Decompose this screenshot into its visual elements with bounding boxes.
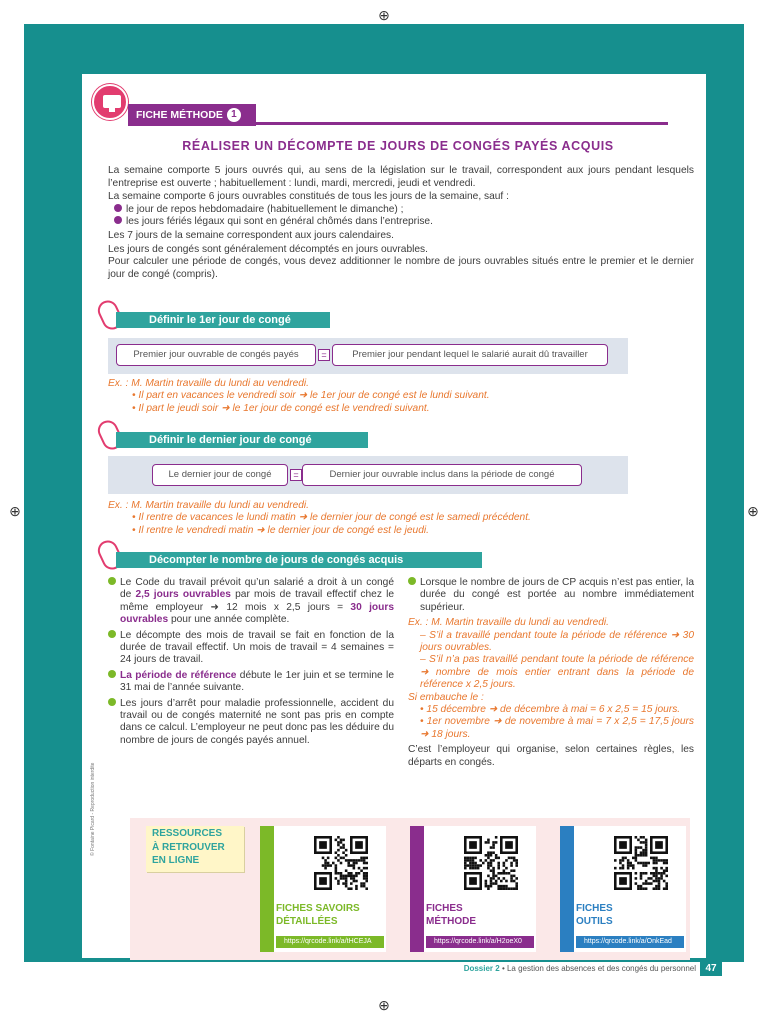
section-title-count: Décompter le nombre de jours de congés acquis	[116, 552, 482, 568]
intro-paragraph: Les jours de congés sont généralement décomptés en jours ouvrables.	[108, 243, 428, 255]
card-title: FICHES MÉTHODE	[426, 903, 476, 927]
fiche-methode-label: FICHE MÉTHODE 1	[128, 104, 256, 126]
resource-card-savoirs[interactable]	[260, 826, 386, 952]
qr-code-icon	[314, 836, 368, 890]
qr-code-icon	[614, 836, 668, 890]
header-divider	[256, 122, 668, 125]
formula-right: Dernier jour ouvrable inclus dans la période de congé	[302, 464, 582, 486]
bullet-icon	[108, 698, 116, 706]
bullet-icon	[108, 577, 116, 585]
intro-paragraph: Les 7 jours de la semaine correspondent aux jours calendaires.	[108, 229, 394, 241]
card-accent	[260, 826, 274, 952]
intro-paragraph: La semaine comporte 6 jours ouvrables constitués de tous les jours de la semaine, sauf :	[108, 191, 509, 203]
count-example: Ex. : M. Martin travaille du lundi au vendredi. – S’il a travaillé pendant toute la période de référence ➜ 30 jours ouvrables. – S’il n’a pas travaillé pendant toute la période de référence ➜ nombre de mois entier entrant dans la période de référence x 2,5 jours. Si embauche le : • 15 décembre ➜ de décembre à mai = 6 x 2,5 = 15 jours. • 1er novembre ➜ de novembre à mai = 7 x 2,5 = 17,5 jours ➜ 18 jours.	[408, 617, 694, 740]
bullet-icon	[408, 577, 416, 585]
section-title-first-day: Définir le 1er jour de congé	[116, 312, 330, 328]
card-link[interactable]: https://qrcode.link/a/OnkEad	[576, 936, 684, 948]
count-left-column	[108, 577, 394, 750]
count-right-column	[408, 577, 694, 772]
card-link[interactable]: https://qrcode.link/a/tHCEJA	[276, 936, 384, 948]
intro-paragraph: Pour calculer une période de congés, vous devez additionner le nombre de jours ouvrables situés entre le premier et le dernier jour de congé (compris).	[108, 256, 694, 280]
page-number: 47	[700, 962, 722, 976]
crop-mark-icon: ⊕	[378, 7, 390, 23]
count-paragraph: Les jours d’arrêt pour maladie professionnelle, accident du travail ou de congés maternité ne sont pas pris en compte dans ce calcul. L’employeur ne peut donc pas les déduire du nombre de jours de congés payés annuel.	[108, 698, 394, 748]
crop-mark-icon: ⊕	[378, 997, 390, 1013]
copyright-notice: © Fontaine Picard - Reproduction interdite	[90, 762, 96, 856]
card-accent	[560, 826, 574, 952]
example-first-day: Ex. : M. Martin travaille du lundi au vendredi. • Il part en vacances le vendredi soir ➜ le 1er jour de congé est le lundi suivant. • Il part le jeudi soir ➜ le 1er jour de congé est le vendredi suivant.	[108, 378, 490, 414]
formula-left: Premier jour ouvrable de congés payés	[116, 344, 316, 366]
crop-mark-icon: ⊕	[9, 503, 21, 519]
section-title-last-day: Définir le dernier jour de congé	[116, 432, 368, 448]
card-link[interactable]: https://qrcode.link/a/H2oeX0	[426, 936, 534, 948]
formula-left: Le dernier jour de congé	[152, 464, 288, 486]
computer-icon	[92, 84, 128, 120]
intro-paragraph: La semaine comporte 5 jours ouvrés qui, au sens de la législation sur le travail, correspondent aux jours pendant lesquels l’entreprise est ouverte ; habituellement : lundi, mardi, mercredi, jeudi et vendredi.	[108, 165, 694, 189]
equals-sign: =	[290, 469, 302, 481]
resource-card-outils[interactable]	[560, 826, 686, 952]
resource-card-methode[interactable]	[410, 826, 536, 952]
page-footer: Dossier 2 • La gestion des absences et des congés du personnel	[463, 964, 696, 973]
card-title: FICHES SAVOIRS DÉTAILLÉES	[276, 903, 360, 927]
page-title: RÉALISER UN DÉCOMPTE DE JOURS DE CONGÉS PAYÉS ACQUIS	[182, 139, 614, 153]
intro-text	[108, 165, 694, 281]
count-paragraph: Lorsque le nombre de jours de CP acquis n’est pas entier, la durée du congé est portée au nombre immédiatement supérieur.	[408, 577, 694, 614]
resources-label: RESSOURCES À RETROUVER EN LIGNE	[146, 826, 244, 872]
bullet-icon	[108, 670, 116, 678]
list-item: les jours fériés légaux qui sont en général chômés dans l’entreprise.	[108, 216, 694, 229]
count-paragraph: Le décompte des mois de travail se fait en fonction de la durée de travail effectif. Un mois de travail = 4 semaines = 24 jours de travail.	[108, 630, 394, 667]
bullet-icon	[114, 204, 122, 212]
crop-mark-icon: ⊕	[747, 503, 759, 519]
formula-right: Premier jour pendant lequel le salarié aurait dû travailler	[332, 344, 608, 366]
fiche-number-badge: 1	[227, 108, 241, 122]
card-title: FICHES OUTILS	[576, 903, 613, 927]
card-accent	[410, 826, 424, 952]
count-paragraph: C’est l’employeur qui organise, selon certaines règles, les départs en congés.	[408, 744, 694, 768]
count-paragraph: Le Code du travail prévoit qu’un salarié a droit à un congé de 2,5 jours ouvrables par mois de travail effectif chez le même employeur ➜ 12 mois x 2,5 jours = 30 jours ouvrables pour une année complète.	[108, 577, 394, 627]
count-paragraph: La période de référence débute le 1er juin et se termine le 31 mai de l’année suivante.	[108, 670, 394, 695]
list-item: le jour de repos hebdomadaire (habituellement le dimanche) ;	[108, 204, 694, 217]
qr-code-icon	[464, 836, 518, 890]
bullet-icon	[108, 630, 116, 638]
bullet-icon	[114, 216, 122, 224]
example-last-day: Ex. : M. Martin travaille du lundi au vendredi. • Il rentre de vacances le lundi matin ➜ le dernier jour de congé est le samedi précédent. • Il rentre le vendredi matin ➜ le dernier jour de congé est le jeudi.	[108, 500, 531, 536]
equals-sign: =	[318, 349, 330, 361]
